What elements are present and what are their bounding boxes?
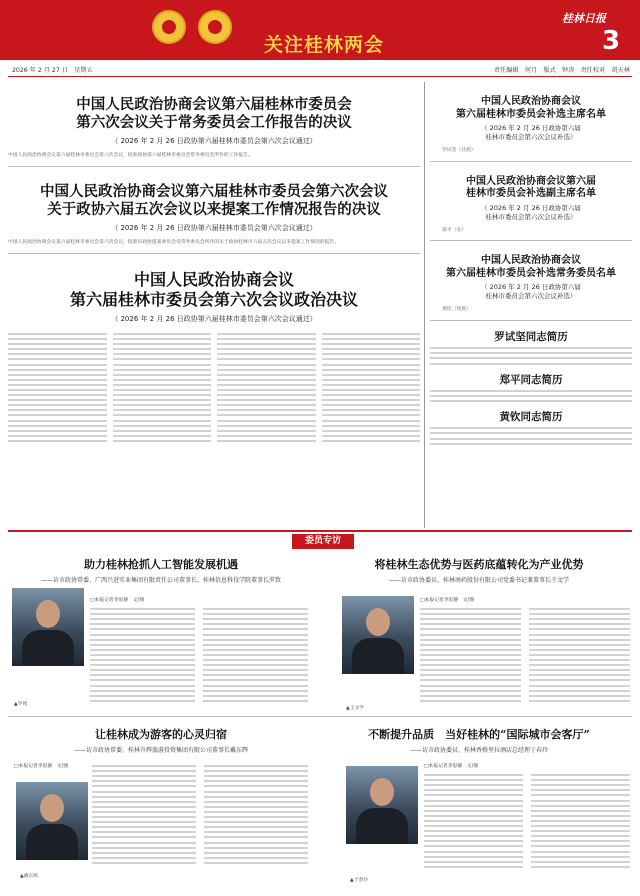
bio-huang xyxy=(430,405,632,445)
column-separator xyxy=(424,82,425,528)
list-passed-note: （ 2026 年 2 月 26 日政协第六届 xyxy=(481,203,581,212)
article-title-line-1: 中国人民政治协商会议第六届桂林市委员会第六次会议 xyxy=(40,182,388,200)
list-title-line-2: 第六届桂林市委员会补选常务委员名单 xyxy=(446,267,616,279)
list-passed-note-2: 桂林市委员会第六次会议补选） xyxy=(485,212,577,221)
interview-luo xyxy=(8,556,314,584)
divider xyxy=(430,161,632,162)
article-body: 中国人民政治协商会议第六届桂林市委员会第六次会议，批准政协第六届桂林市委员会常务委员会所作的工作报告。 xyxy=(8,153,253,159)
top-rule xyxy=(8,76,632,77)
cppcc-emblem-icon xyxy=(198,10,232,44)
election-list-vice-chairman xyxy=(430,168,632,235)
article-title-line-2: 第六届桂林市委员会第六次会议政治决议 xyxy=(69,289,358,309)
article-passed-note: （ 2026 年 2 月 26 日政协第六届桂林市委员会第六次会议通过） xyxy=(111,314,317,323)
paper-name: 桂林日报 xyxy=(562,12,606,25)
divider xyxy=(430,240,632,241)
article-body: 中国人民政治协商会议第六届桂林市委员会第六次会议，批准市政协提案委员会受常务委员会所作的关于政协桂林市六届五次会议以来提案工作情况的报告。 xyxy=(8,240,339,246)
masthead xyxy=(0,0,640,60)
interview-byline: □本报记者李思静 文/图 xyxy=(90,598,145,603)
photo-caption: ▲于春玲 xyxy=(350,878,369,883)
photo-caption: ▲罗致 xyxy=(14,702,28,707)
interview-body xyxy=(90,596,308,705)
editor-credits: 责任编辑 何月 版式 钟涛 责任校对 胡天林 xyxy=(493,67,630,74)
article-title-line-1: 中国人民政治协商会议第六届桂林市委员会 xyxy=(76,96,352,113)
section-title: 关注桂林两会 xyxy=(264,34,385,56)
bio-title: 黄钦同志简历 xyxy=(499,411,563,424)
list-title-line-2: 第六届桂林市委员会补选主席名单 xyxy=(456,108,606,120)
divider xyxy=(8,716,632,717)
interview-wang xyxy=(326,556,632,584)
page-number: 3 xyxy=(602,26,621,56)
divider xyxy=(430,320,632,321)
resolution-work-report xyxy=(8,82,420,160)
list-passed-note-2: 桂林市委员会第六次会议补选） xyxy=(485,133,577,141)
main-column xyxy=(8,82,420,445)
portrait-photo xyxy=(342,596,414,674)
political-resolution xyxy=(8,260,420,445)
article-title-line-1: 中国人民政治协商会议 xyxy=(133,269,294,289)
interview-yu xyxy=(326,726,632,754)
election-list-standing xyxy=(430,247,632,314)
divider xyxy=(8,166,420,167)
section-tag: 委员专访 xyxy=(292,534,354,549)
interview-headline: 将桂林生态优势与医药底蕴转化为产业优势 xyxy=(374,558,584,571)
interview-subhead: ——访市政协常委、广西兴进实业集团有限责任公司董事长、桂林信息科技学院董事长罗致 xyxy=(40,577,281,584)
section-band xyxy=(8,530,632,550)
bio-luo xyxy=(430,327,632,365)
elected-name: 黄钦（瑶族） xyxy=(442,307,471,313)
portrait-photo xyxy=(16,782,88,860)
article-title-line-2: 第六次会议关于常务委员会工作报告的决议 xyxy=(76,114,352,132)
interview-body xyxy=(14,762,78,771)
interview-body-columns xyxy=(92,762,308,867)
list-title-line-2: 桂林市委员会补选副主席名单 xyxy=(466,188,596,200)
list-title-line-1: 中国人民政治协商会议第六届 xyxy=(466,175,596,187)
divider xyxy=(8,253,420,254)
list-passed-note: （ 2026 年 2 月 26 日政协第六届 xyxy=(481,124,581,132)
portrait-photo xyxy=(346,766,418,844)
list-title-line-1: 中国人民政治协商会议 xyxy=(481,255,581,267)
bio-title: 郑平同志简历 xyxy=(499,373,563,386)
interview-subhead: ——访市政协常委、桂林升辉旅游投资集团有限公司董事长戴东辉 xyxy=(73,747,248,754)
bio-zheng xyxy=(430,368,632,402)
interview-body xyxy=(424,762,630,871)
party-emblem-icon xyxy=(152,10,186,44)
interview-body xyxy=(420,596,630,705)
photo-caption: ▲戴东辉 xyxy=(20,874,39,879)
list-title-line-1: 中国人民政治协商会议 xyxy=(481,96,581,107)
interview-subhead: ——访市政协委员、桂林南药股份有限公司党委书记兼董事长王文学 xyxy=(388,577,569,584)
interview-subhead: ——访市政协委员、桂林香格里拉酒店总经理于春玲 xyxy=(409,747,548,754)
issue-date: 2026 年 2 月 27 日 星期五 xyxy=(12,67,93,74)
list-passed-note-2: 桂林市委员会第六次会议补选） xyxy=(485,292,577,301)
interview-dai xyxy=(8,726,314,754)
article-title-line-2: 关于政协六届五次会议以来提案工作情况报告的决议 xyxy=(47,201,381,219)
article-passed-note: （ 2026 年 2 月 26 日政协第六届桂林市委员会第六次会议通过） xyxy=(111,224,317,233)
resolution-proposal-report xyxy=(8,173,420,247)
interview-byline: □本报记者李思静 文/图 xyxy=(14,764,69,769)
dateline xyxy=(0,62,640,74)
article-passed-note: （ 2026 年 2 月 26 日政协第六届桂林市委员会第六次会议通过） xyxy=(111,137,317,146)
bio-title: 罗试坚同志简历 xyxy=(494,331,568,344)
side-column xyxy=(430,82,632,448)
photo-caption: ▲王文学 xyxy=(346,706,365,711)
interview-headline: 让桂林成为游客的心灵归宿 xyxy=(95,728,227,741)
portrait-photo xyxy=(12,588,84,666)
elected-name: 郑平（女） xyxy=(442,227,466,233)
interview-headline: 助力桂林抢抓人工智能发展机遇 xyxy=(84,558,238,571)
interview-byline: □本报记者李思静 文/图 xyxy=(424,764,479,769)
interview-byline: □本报记者李思静 文/图 xyxy=(420,598,475,603)
elected-name: 罗试坚（壮族） xyxy=(442,148,476,153)
interview-headline: 不断提升品质 当好桂林的“国际城市会客厅” xyxy=(368,728,590,741)
article-body-columns xyxy=(8,330,420,445)
list-passed-note: （ 2026 年 2 月 26 日政协第六届 xyxy=(481,283,581,292)
election-list-chairman xyxy=(430,82,632,155)
